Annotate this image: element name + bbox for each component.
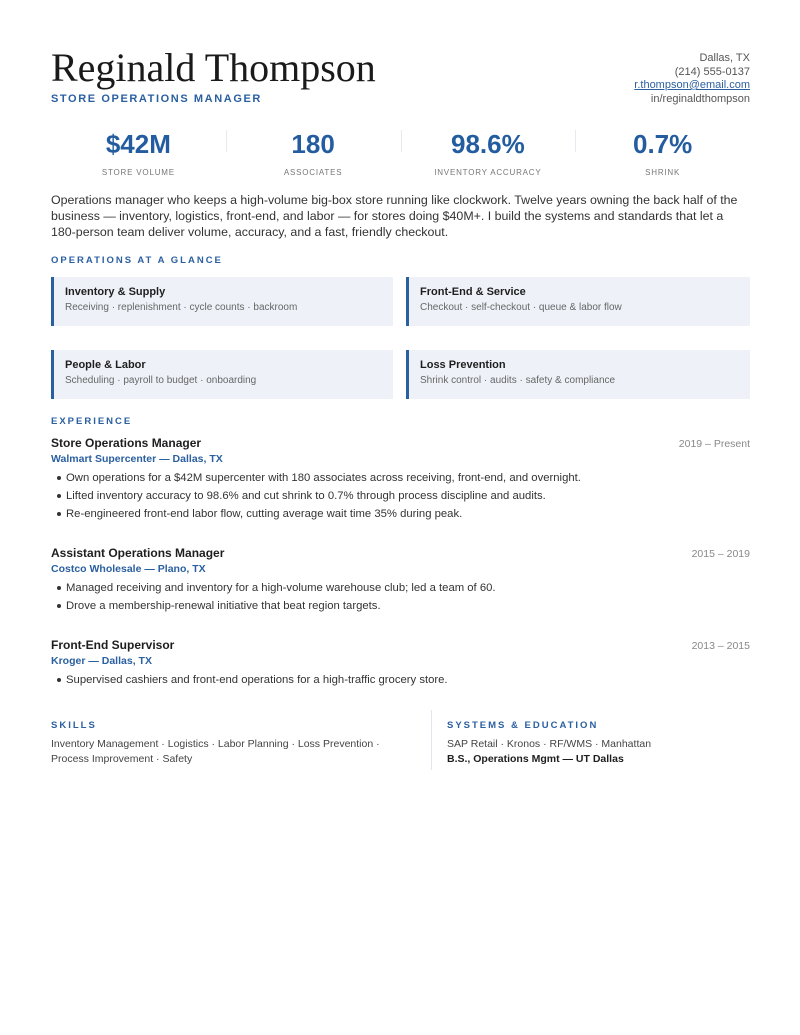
contact-phone: (214) 555-0137	[674, 65, 750, 78]
stat-value: $42M	[105, 129, 171, 159]
job-title: Store Operations Manager	[51, 436, 202, 450]
stat-value: 180	[291, 129, 335, 159]
stat-associates	[226, 128, 401, 180]
list-item: Own operations for a $42M supercenter with 180 associates across receiving, front-end, and overnight.	[51, 469, 750, 487]
skills-line: Inventory Management · Logistics · Labor Planning · Loss Prevention ·	[51, 738, 380, 750]
job-dates: 2015 – 2019	[691, 548, 750, 560]
key-stats	[51, 128, 750, 180]
job-company: Kroger — Dallas, TX	[51, 655, 152, 667]
job-title: Front-End Supervisor	[51, 638, 175, 652]
section-title-skills: SKILLS	[51, 720, 97, 731]
list-item: Drove a membership-renewal initiative that beat region targets.	[51, 597, 750, 615]
stat-label: INVENTORY ACCURACY	[434, 168, 542, 177]
list-item: Managed receiving and inventory for a high-volume warehouse club; led a team of 60.	[51, 579, 750, 597]
section-title-systems: SYSTEMS & EDUCATION	[447, 720, 599, 731]
section-title-glance: OPERATIONS AT A GLANCE	[51, 255, 223, 266]
candidate-name: Reginald Thompson	[51, 45, 376, 90]
section-title-experience: EXPERIENCE	[51, 416, 133, 427]
job-costco	[51, 546, 750, 615]
stat-value: 98.6%	[451, 129, 525, 159]
stat-shrink	[575, 128, 750, 180]
list-item: Supervised cashiers and front-end operations for a high-traffic grocery store.	[51, 671, 750, 689]
card-description: Shrink control · audits · safety & compliance	[420, 375, 616, 386]
column-divider	[431, 710, 432, 770]
job-bullets	[51, 469, 750, 523]
glance-card-loss-prevention	[406, 350, 750, 399]
contact-location: Dallas, TX	[699, 52, 750, 64]
glance-card-front-end	[406, 277, 750, 326]
stat-label: ASSOCIATES	[283, 168, 343, 177]
systems-line: SAP Retail · Kronos · RF/WMS · Manhattan	[447, 738, 652, 750]
card-description: Checkout · self-checkout · queue & labor flow	[420, 302, 622, 313]
education-degree: B.S., Operations Mgmt — UT Dallas	[447, 753, 624, 765]
contact-email-link[interactable]: r.thompson@email.com	[634, 79, 750, 91]
glance-card-inventory	[51, 277, 393, 326]
candidate-role: STORE OPERATIONS MANAGER	[51, 93, 262, 105]
job-bullets	[51, 579, 750, 615]
job-bullets	[51, 671, 750, 689]
list-item: Lifted inventory accuracy to 98.6% and cut shrink to 0.7% through process discipline and audits.	[51, 487, 750, 505]
card-description: Receiving · replenishment · cycle counts · backroom	[65, 302, 298, 313]
card-title: People & Labor	[65, 359, 146, 371]
list-item: Re-engineered front-end labor flow, cutting average wait time 35% during peak.	[51, 505, 750, 523]
stat-value: 0.7%	[632, 129, 693, 159]
professional-summary: Operations manager who keeps a high-volume big-box store running like clockwork. Twelve years owning the back half of the business — inventory, logistics, front-end, and labor — for stores doing $40M+. I build the systems and standards that let a 180-person team deliver volume, accuracy, and a fast, friendly checkout.	[51, 193, 738, 239]
job-walmart	[51, 436, 750, 523]
card-title: Loss Prevention	[420, 359, 506, 371]
skills-line: Process Improvement · Safety	[51, 753, 193, 765]
systems-education	[447, 737, 651, 767]
stat-label: SHRINK	[645, 168, 681, 177]
stat-store-volume	[51, 128, 226, 180]
stat-label: STORE VOLUME	[101, 168, 175, 177]
job-title: Assistant Operations Manager	[51, 546, 225, 560]
contact-linkedin: in/reginaldthompson	[650, 92, 750, 105]
skills-list	[51, 737, 380, 767]
card-title: Inventory & Supply	[65, 286, 166, 298]
job-company: Walmart Supercenter — Dallas, TX	[51, 453, 223, 465]
card-description: Scheduling · payroll to budget · onboarding	[65, 375, 257, 386]
contact-block	[634, 52, 750, 106]
job-company: Costco Wholesale — Plano, TX	[51, 563, 206, 575]
job-dates: 2013 – 2015	[691, 640, 750, 652]
glance-card-people	[51, 350, 393, 399]
card-title: Front-End & Service	[420, 286, 526, 298]
job-kroger	[51, 638, 750, 689]
job-dates: 2019 – Present	[678, 438, 750, 450]
stat-inventory-accuracy	[401, 128, 576, 180]
